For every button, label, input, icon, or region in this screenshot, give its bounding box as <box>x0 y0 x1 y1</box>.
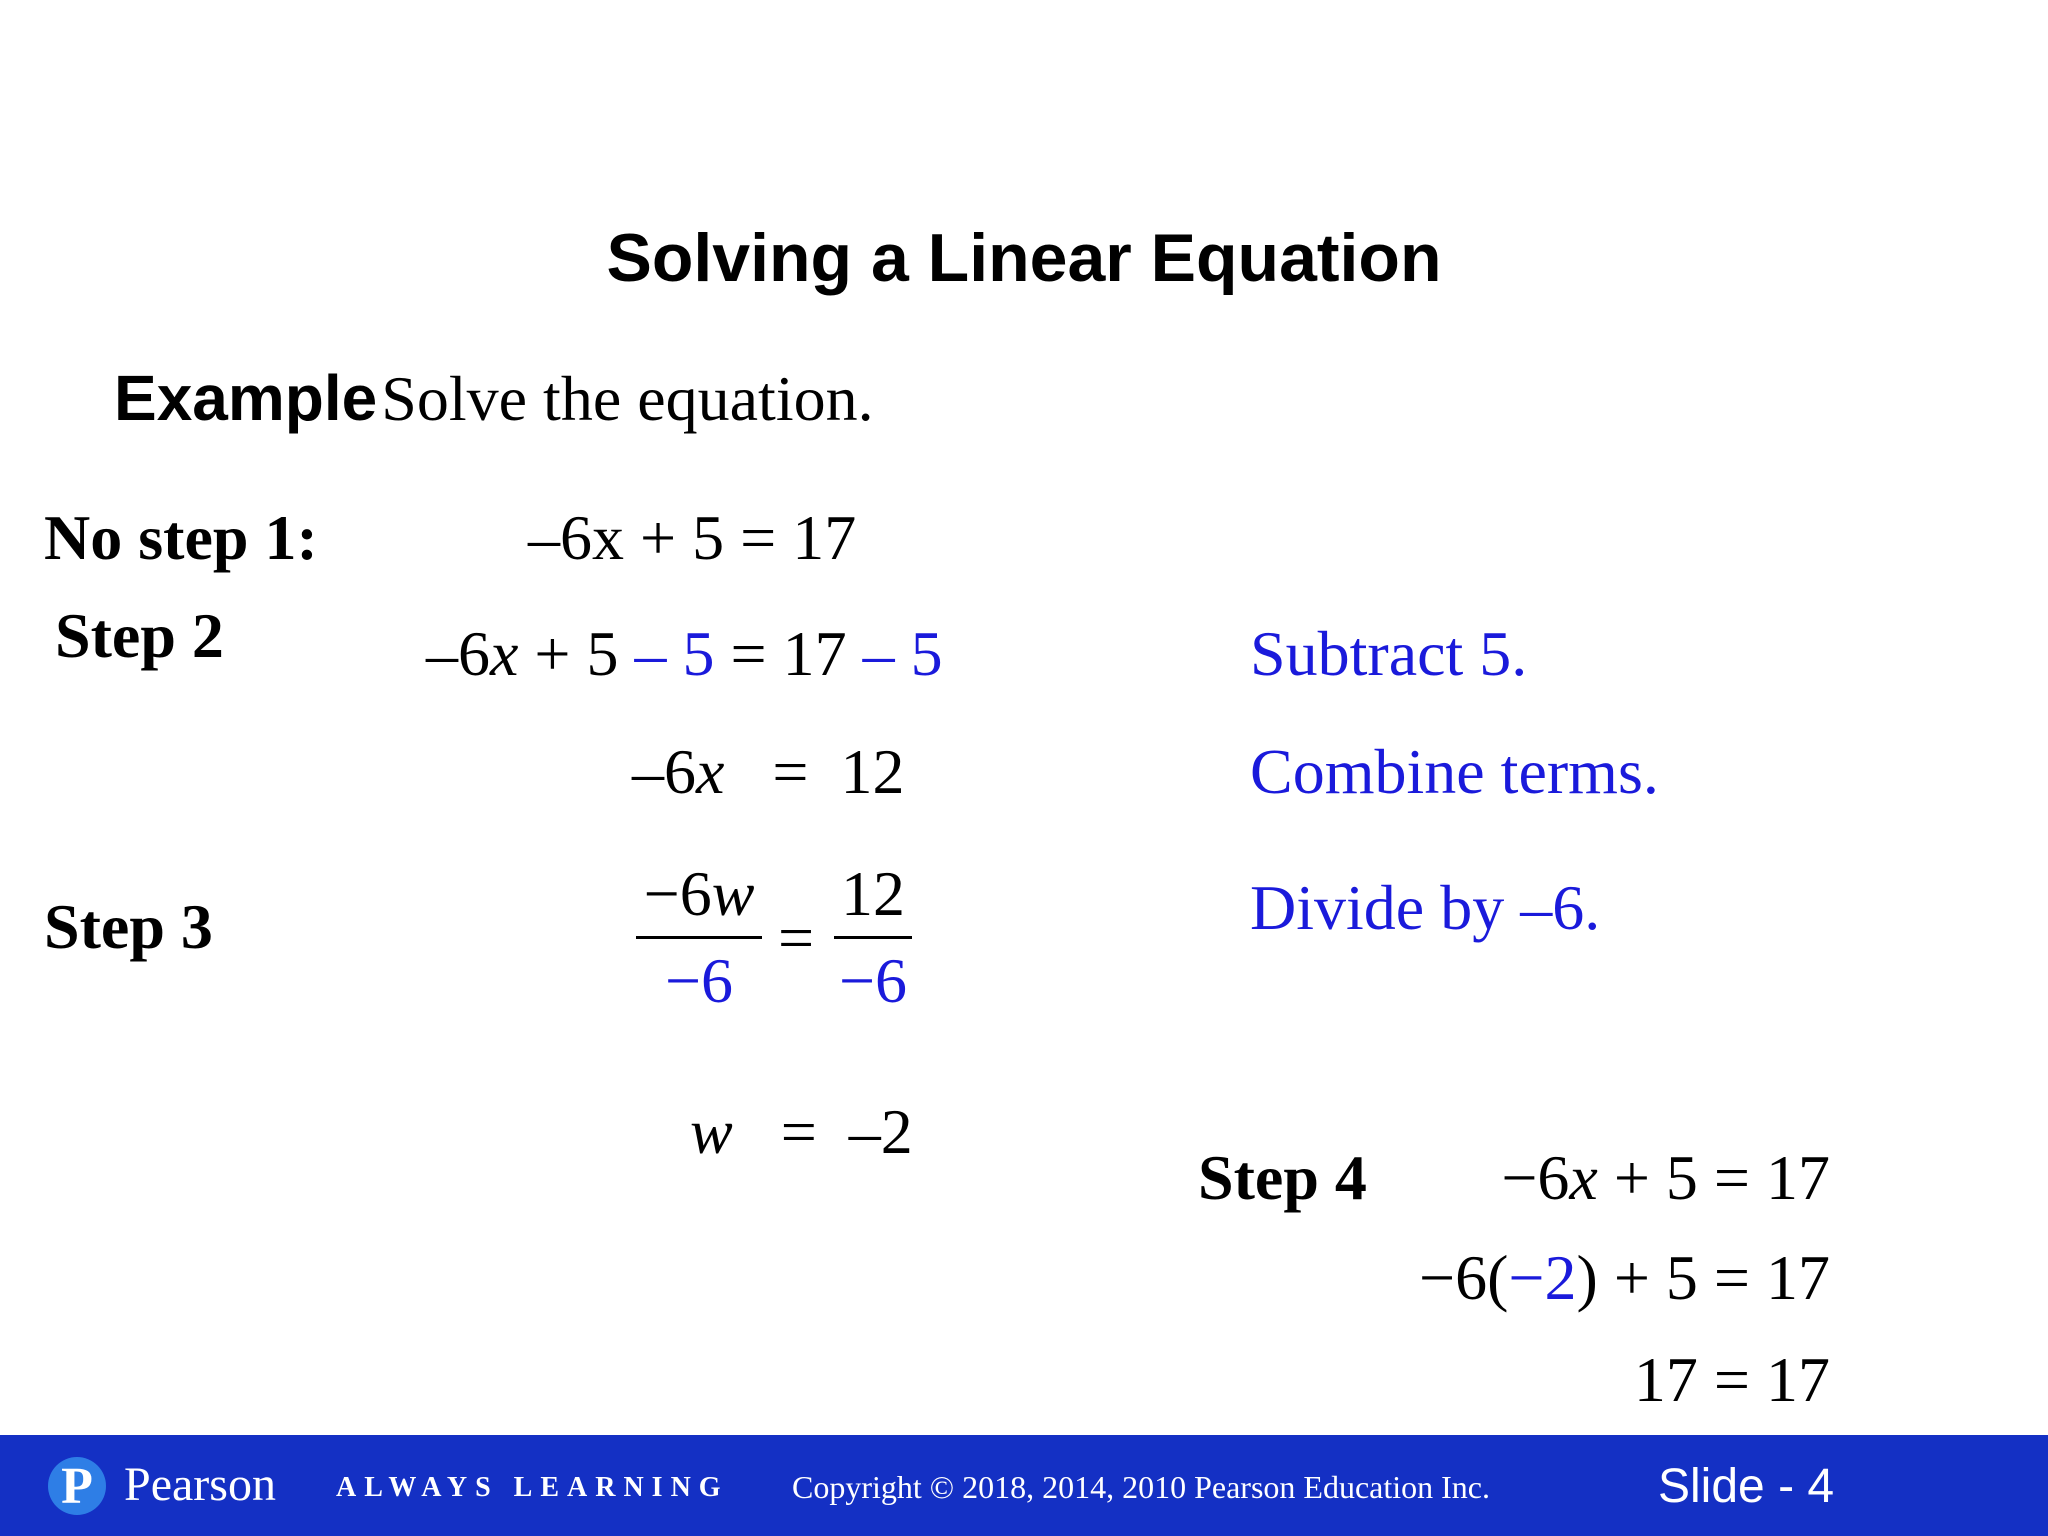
combined-equation <box>632 736 905 807</box>
step-3-note: Divide by –6. <box>1250 872 1601 943</box>
step-2-rhs: = 17 <box>714 618 863 689</box>
combined-coef: –6 <box>632 736 696 807</box>
slide-title: Solving a Linear Equation <box>606 220 1442 296</box>
step-3-right-fraction <box>834 858 912 1016</box>
left-numerator: −6w <box>643 858 755 929</box>
step-2-coef: –6 <box>426 618 490 689</box>
brand-name: Pearson <box>124 1458 276 1511</box>
logo-letter: P <box>61 1458 93 1515</box>
no-step-1-label: No step 1: <box>44 502 318 573</box>
step-4-label: Step 4 <box>1198 1142 1367 1213</box>
step-2-equation <box>426 618 943 689</box>
combine-note: Combine terms. <box>1250 736 1659 807</box>
step-3-label: Step 3 <box>44 891 213 962</box>
left-fraction-bar <box>636 936 762 939</box>
slide-number: Slide - 4 <box>1658 1460 1835 1513</box>
left-denominator: −6 <box>664 945 734 1016</box>
right-numerator: 12 <box>841 858 905 929</box>
pearson-logo-icon <box>48 1457 106 1515</box>
step-3-equals: = <box>778 902 815 973</box>
combined-rhs: = 12 <box>724 736 905 807</box>
tagline: ALWAYS LEARNING <box>336 1472 729 1503</box>
step-3-left-fraction <box>636 858 762 1016</box>
original-equation: –6x + 5 = 17 <box>528 502 857 573</box>
solution-var: w <box>690 1096 733 1167</box>
footer-bar <box>0 1435 2048 1536</box>
copyright-text: Copyright © 2018, 2014, 2010 Pearson Education Inc. <box>792 1469 1490 1505</box>
solution-equation <box>690 1096 913 1167</box>
solution-value: = –2 <box>732 1096 913 1167</box>
step-2-note: Subtract 5. <box>1250 618 1528 689</box>
step-4-line-1: −6x + 5 = 17 <box>1501 1142 1830 1213</box>
step-4-line-2: −6(−2) + 5 = 17 <box>1419 1242 1830 1313</box>
example-line <box>114 362 874 434</box>
step-2-minus5-right: – 5 <box>862 618 943 689</box>
step-2-plus5: + 5 <box>518 618 635 689</box>
right-denominator: −6 <box>838 945 908 1016</box>
right-fraction-bar <box>834 936 912 939</box>
step-2-label: Step 2 <box>55 600 224 671</box>
step-2-var: x <box>490 618 519 689</box>
example-label: Example <box>114 362 378 434</box>
example-instruction: Solve the equation. <box>381 363 874 434</box>
step-2-minus5-left: – 5 <box>634 618 715 689</box>
step-4-line-3: 17 = 17 <box>1633 1344 1830 1415</box>
combined-var: x <box>696 736 725 807</box>
substituted-value: −2 <box>1508 1242 1577 1313</box>
